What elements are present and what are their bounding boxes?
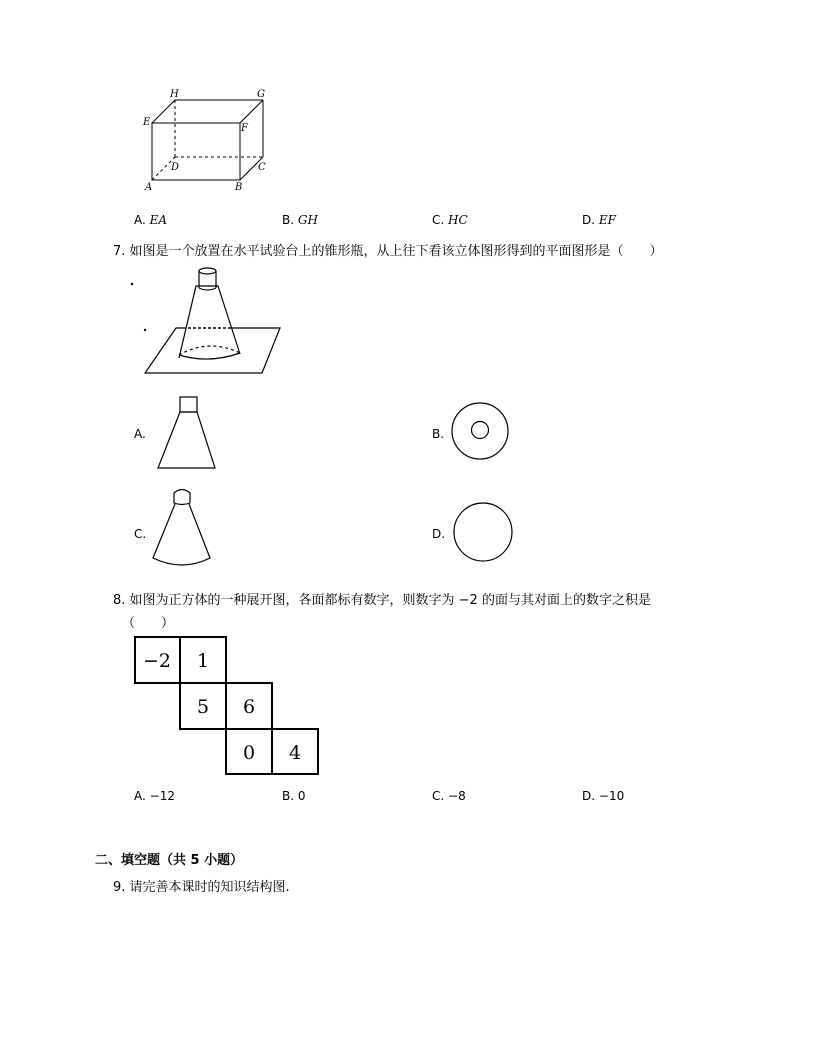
q7-option-c[interactable]: C.: [134, 527, 147, 541]
vertex-label-h: H: [170, 89, 179, 100]
cuboid-front-face: [152, 123, 240, 180]
trapezoid-with-neck-icon: [150, 394, 222, 472]
q6-option-a[interactable]: A. EA: [134, 213, 168, 227]
net-number: 0: [242, 742, 256, 764]
q6-option-c[interactable]: C. HC: [432, 213, 468, 227]
vertex-label-f: F: [241, 123, 248, 134]
q8-option-a[interactable]: A. −12: [134, 789, 175, 803]
q7-option-a[interactable]: A.: [134, 427, 146, 441]
net-number: 4: [288, 742, 302, 764]
q8-option-d[interactable]: D. −10: [582, 789, 625, 803]
q8-text: 8. 如图为正方体的一种展开图，各面都标有数字，则数字为 −2 的面与其对面上的数字之积是: [113, 593, 651, 608]
q8-option-c[interactable]: C. −8: [432, 789, 466, 803]
vertex-label-d: D: [171, 162, 180, 173]
section-title: 二、填空题（共 5 小题）: [95, 853, 244, 868]
vertex-label-c: C: [258, 162, 266, 173]
net-number: −2: [142, 650, 172, 672]
q9-text: 9. 请完善本课时的知识结构图.: [113, 880, 290, 895]
net-number: 1: [196, 650, 210, 672]
q7-option-d[interactable]: D.: [432, 527, 446, 541]
vertex-label-b: B: [235, 182, 243, 193]
net-number: 5: [196, 696, 210, 718]
q6-option-d[interactable]: D. EF: [582, 213, 616, 227]
cuboid-figure: [135, 85, 280, 195]
q7-option-b[interactable]: B.: [432, 427, 445, 441]
ring-icon: [449, 400, 511, 462]
flask-on-table-figure: [128, 262, 288, 380]
circle-icon: [451, 500, 515, 564]
q7-text: 7. 如图是一个放置在水平试验台上的锥形瓶，从上往下看该立体图形得到的平面图形是（ ）: [113, 244, 663, 259]
cube-net-figure: [132, 634, 322, 778]
vertex-label-g: G: [257, 89, 265, 100]
sector-with-neck-icon: [148, 486, 216, 570]
q6-option-b[interactable]: B. GH: [282, 213, 318, 227]
vertex-label-a: A: [145, 182, 153, 193]
vertex-label-e: E: [143, 117, 151, 128]
q8-text-continuation: （ ）: [122, 616, 175, 631]
net-number: 6: [242, 696, 256, 718]
q8-option-b[interactable]: B. 0: [282, 789, 306, 803]
